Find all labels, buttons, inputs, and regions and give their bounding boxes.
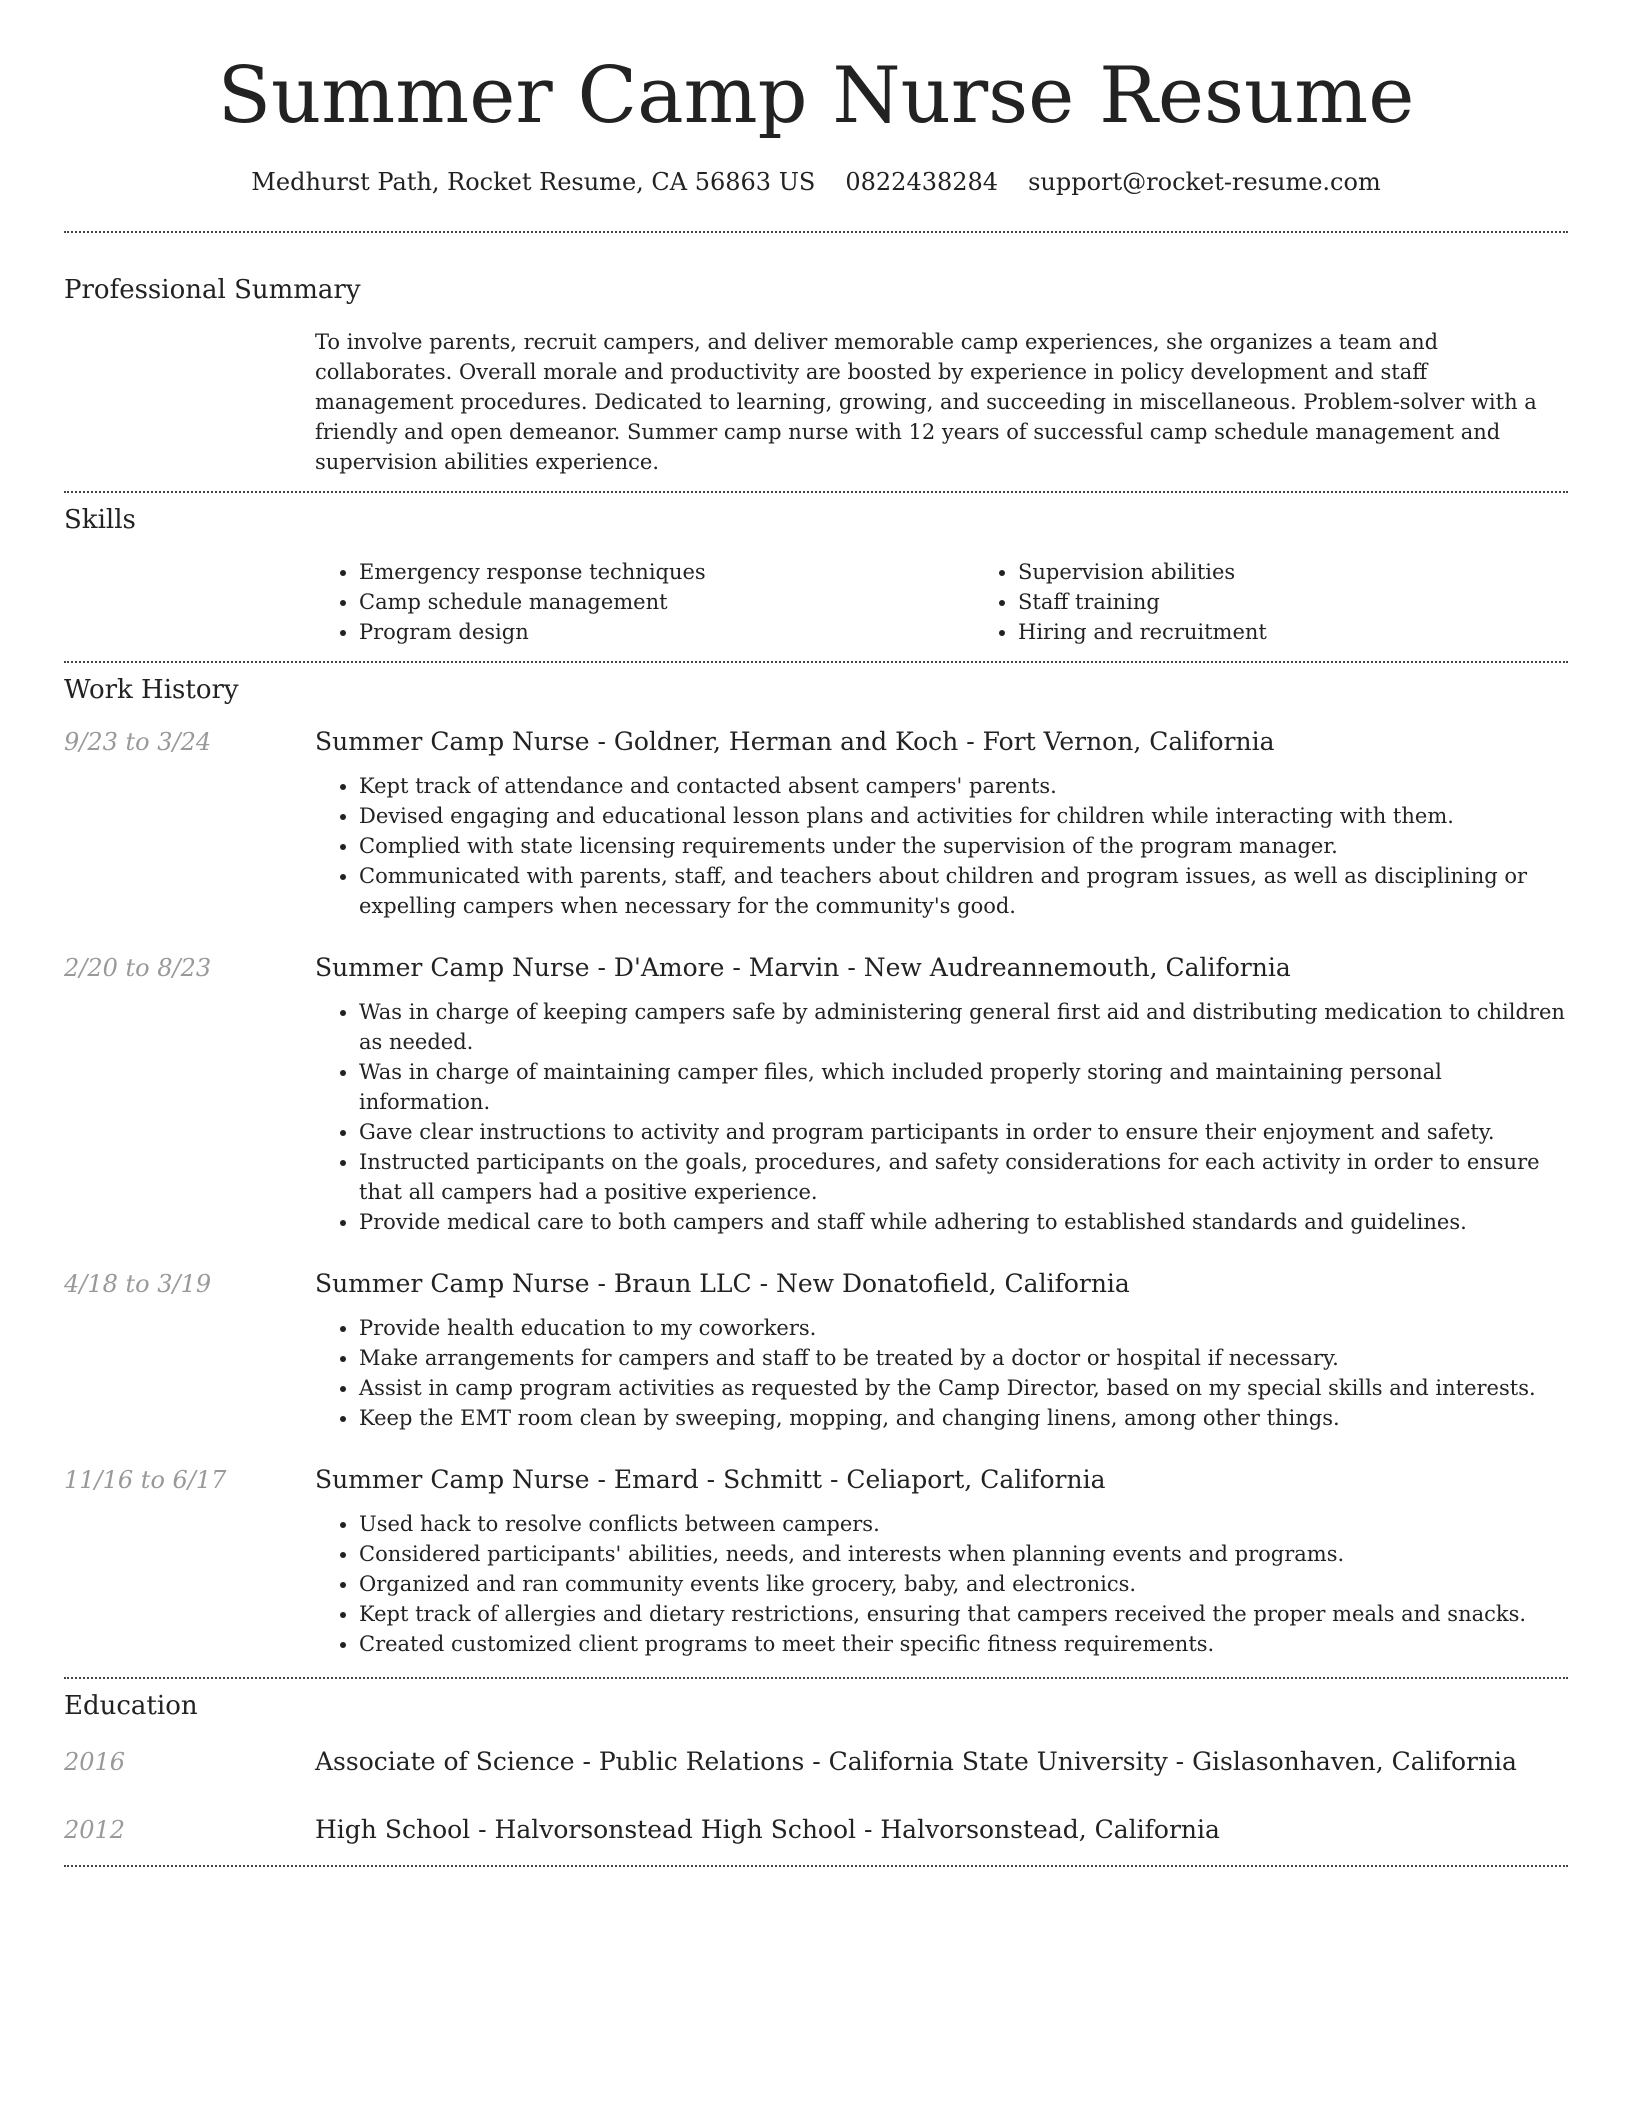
education-title: Associate of Science - Public Relations - California State University - Gislasonhaven, California [315, 1746, 1517, 1776]
job-bullet: • Keep the EMT room clean by sweeping, mopping, and changing linens, among other things. [359, 1403, 1568, 1433]
summary-heading: Professional Summary [64, 274, 361, 305]
job-bullet: • Make arrangements for campers and staff to be treated by a doctor or hospital if necessary. [359, 1343, 1568, 1373]
skill-item: • Hiring and recruitment [1018, 617, 1632, 647]
skill-item: • Camp schedule management [359, 587, 974, 617]
job-bullet: • Complied with state licensing requirements under the supervision of the program manager. [359, 831, 1568, 861]
job-bullet: • Was in charge of keeping campers safe by administering general first aid and distributing medication to children as needed. [359, 997, 1568, 1057]
divider [64, 231, 1568, 233]
divider [64, 1865, 1568, 1867]
skill-item: • Program design [359, 617, 974, 647]
work-history-section [0, 675, 1632, 1659]
skill-item: • Staff training [1018, 587, 1632, 617]
education-date: 2012 [64, 1815, 126, 1844]
job-entry [64, 725, 1568, 921]
job-bullet: • Devised engaging and educational lesson plans and activities for children while interacting with them. [359, 801, 1568, 831]
divider [64, 1677, 1568, 1679]
skills-list-right [974, 557, 1632, 647]
job-entry [64, 1463, 1568, 1659]
job-bullet: • Assist in camp program activities as requested by the Camp Director, based on my special skills and interests. [359, 1373, 1568, 1403]
divider [64, 491, 1568, 493]
contact-address: Medhurst Path, Rocket Resume, CA 56863 US [251, 167, 816, 196]
job-bullet: • Created customized client programs to meet their specific fitness requirements. [359, 1629, 1568, 1659]
contact-phone: 0822438284 [845, 167, 999, 196]
work-history-heading: Work History [64, 674, 239, 705]
education-heading: Education [64, 1690, 198, 1721]
skills-heading: Skills [64, 504, 136, 535]
summary-section [0, 275, 1632, 477]
job-bullet: • Provide medical care to both campers and staff while adhering to established standards and guidelines. [359, 1207, 1568, 1237]
job-date: 9/23 to 3/24 [64, 727, 212, 756]
job-title: Summer Camp Nurse - Goldner, Herman and Koch - Fort Vernon, California [315, 726, 1275, 756]
job-bullet: • Considered participants' abilities, needs, and interests when planning events and programs. [359, 1539, 1568, 1569]
skills-section [0, 505, 1632, 647]
education-entry [64, 1745, 1568, 1779]
job-bullet: • Organized and ran community events like grocery, baby, and electronics. [359, 1569, 1568, 1599]
job-date: 2/20 to 8/23 [64, 953, 212, 982]
summary-text: To involve parents, recruit campers, and deliver memorable camp experiences, she organizes a team and collaborates. Overall morale and productivity are boosted by experience in policy development and staff management procedures. Dedicated to learning, growing, and succeeding in miscellaneous. Problem-solver with a friendly and open demeanor. Summer camp nurse with 12 years of successful camp schedule management and supervision abilities experience. [315, 329, 1537, 474]
job-bullets [315, 997, 1568, 1237]
job-date: 4/18 to 3/19 [64, 1269, 212, 1298]
job-bullet: • Kept track of allergies and dietary restrictions, ensuring that campers received the proper meals and snacks. [359, 1599, 1568, 1629]
job-bullet: • Instructed participants on the goals, procedures, and safety considerations for each activity in order to ensure that all campers had a positive experience. [359, 1147, 1568, 1207]
job-title: Summer Camp Nurse - Braun LLC - New Donatofield, California [315, 1268, 1130, 1298]
job-entry [64, 1267, 1568, 1433]
job-bullet: • Was in charge of maintaining camper files, which included properly storing and maintaining personal information. [359, 1057, 1568, 1117]
education-section [0, 1691, 1632, 1847]
job-bullets [315, 1509, 1568, 1659]
job-bullet: • Provide health education to my coworkers. [359, 1313, 1568, 1343]
job-title: Summer Camp Nurse - D'Amore - Marvin - New Audreannemouth, California [315, 952, 1291, 982]
job-bullet: • Communicated with parents, staff, and teachers about children and program issues, as well as disciplining or expelling campers when necessary for the community's good. [359, 861, 1568, 921]
job-bullets [315, 771, 1568, 921]
resume-title: Summer Camp Nurse Resume [217, 51, 1415, 141]
job-date: 11/16 to 6/17 [64, 1465, 227, 1494]
job-bullet: • Gave clear instructions to activity and program participants in order to ensure their enjoyment and safety. [359, 1117, 1568, 1147]
skill-item: • Emergency response techniques [359, 557, 974, 587]
skill-item: • Supervision abilities [1018, 557, 1632, 587]
job-bullets [315, 1313, 1568, 1433]
job-title: Summer Camp Nurse - Emard - Schmitt - Celiaport, California [315, 1464, 1106, 1494]
job-bullet: • Kept track of attendance and contacted absent campers' parents. [359, 771, 1568, 801]
job-bullet: • Used hack to resolve conflicts between campers. [359, 1509, 1568, 1539]
education-entry [64, 1813, 1568, 1847]
divider [64, 661, 1568, 663]
contact-email: support@rocket-resume.com [1028, 167, 1381, 196]
job-entry [64, 951, 1568, 1237]
skills-list-left [315, 557, 974, 647]
education-date: 2016 [64, 1747, 126, 1776]
education-title: High School - Halvorsonstead High School - Halvorsonstead, California [315, 1814, 1220, 1844]
contact-line [0, 168, 1632, 196]
